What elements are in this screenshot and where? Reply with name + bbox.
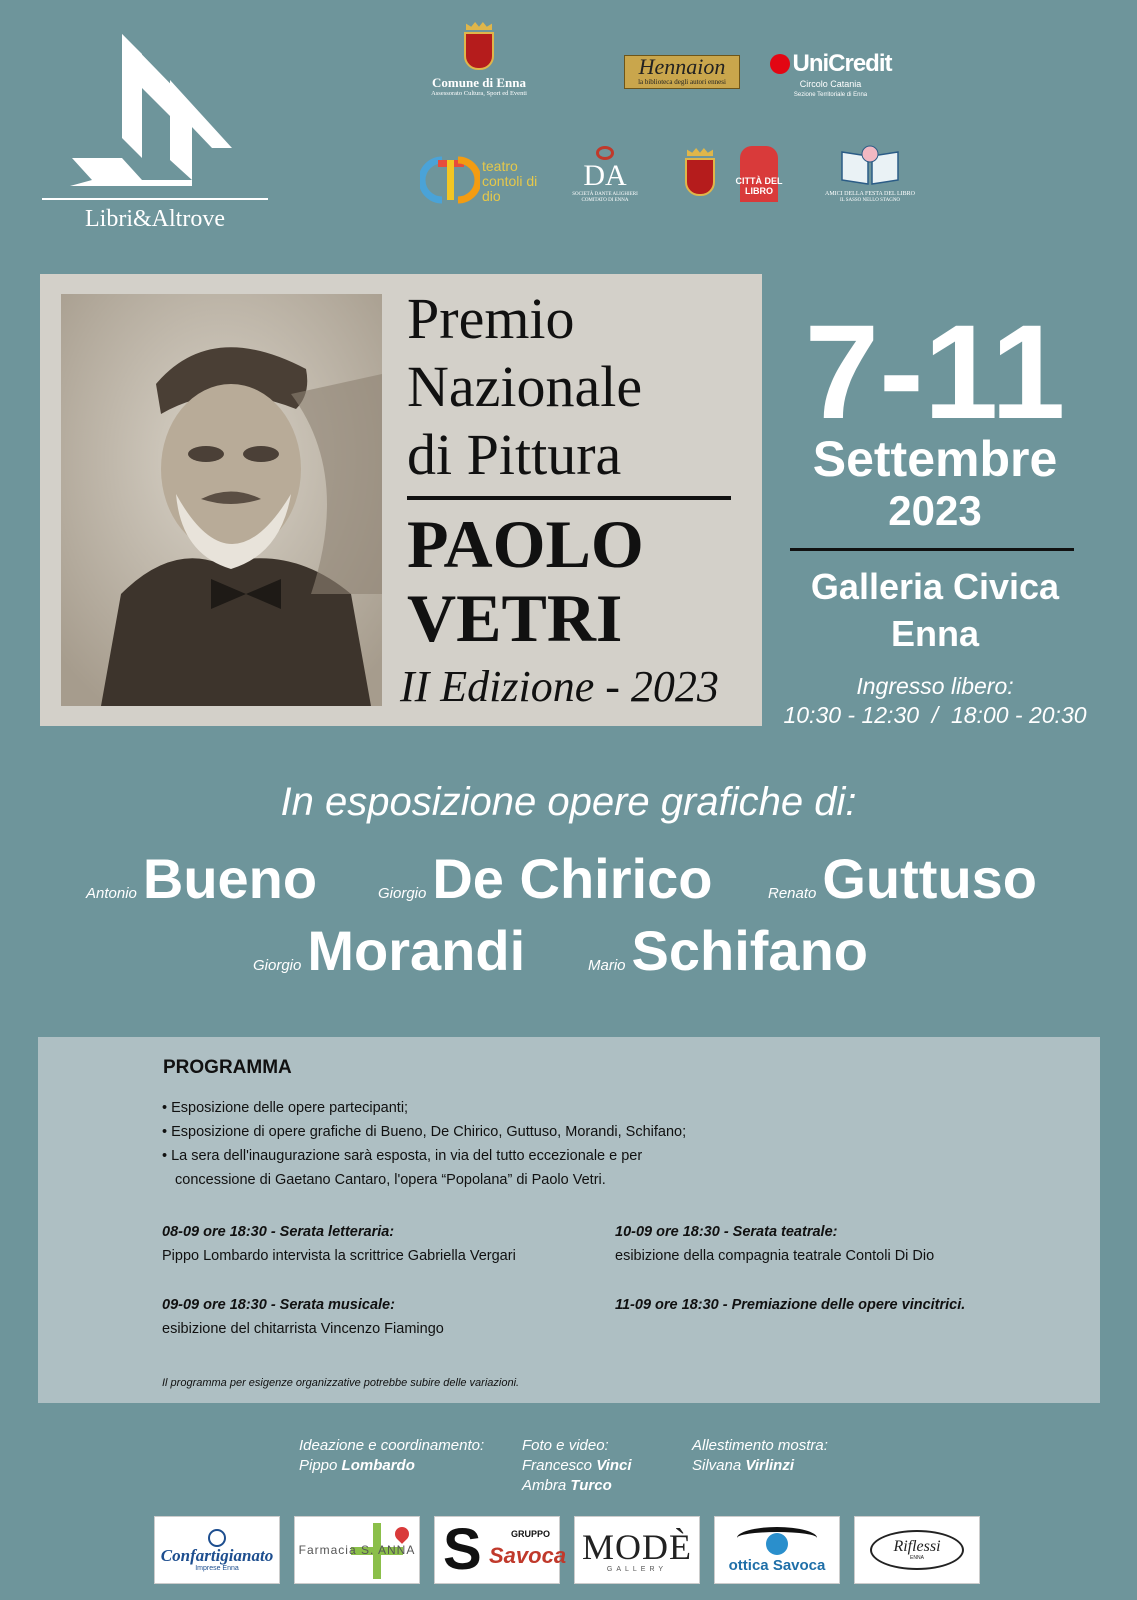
entry-label: Ingresso libero:: [856, 673, 1014, 699]
title-nazionale: Nazionale: [407, 354, 643, 419]
riflessi-oval: Riflessi ENNA: [870, 1530, 964, 1570]
gruppo-savoca-logo: S GRUPPO Savoca: [434, 1516, 560, 1584]
libri-altrove-mark-icon: [42, 30, 268, 190]
title-divider: [407, 496, 731, 500]
event-title-premiazione: 11-09 ore 18:30 - Premiazione delle opere vincitrici.: [615, 1297, 966, 1313]
exhibition-heading: In esposizione opere grafiche di:: [280, 780, 857, 824]
farmacia-s-anna-logo: Farmacia S. ANNA: [294, 1516, 420, 1584]
crest-icon: [464, 32, 494, 70]
title-premio: Premio: [407, 286, 575, 351]
programma-panel: [38, 1037, 1100, 1403]
confartigianato-icon: [208, 1529, 226, 1547]
edition-label: II Edizione - 2023: [400, 662, 719, 711]
event-desc-musicale: esibizione del chitarrista Vincenzo Fiamingo: [162, 1321, 444, 1337]
amici-festa-libro-logo: AMICI DELLA FESTA DEL LIBRO IL SASSO NELLO STAGNO: [818, 144, 922, 204]
artist-morandi: Giorgio Morandi: [253, 919, 526, 982]
open-book-icon: [838, 144, 902, 186]
teatro-masks-icon: [420, 155, 480, 205]
brand-name: Libri&Altrove: [85, 206, 225, 232]
artist-bueno: Antonio Bueno: [86, 847, 318, 910]
venue-name: Galleria Civica: [810, 566, 1060, 607]
savoca-s-icon: S: [443, 1517, 482, 1582]
event-title-teatrale: 10-09 ore 18:30 - Serata teatrale:: [615, 1224, 838, 1240]
citta-del-libro-logo: CITTÀ DEL LIBRO: [732, 146, 786, 204]
comune-enna-logo: Comune di Enna Assessorato Cultura, Sport ed Eventi: [420, 22, 538, 98]
credit-ideazione: Ideazione e coordinamento: Pippo Lombardo: [299, 1437, 485, 1474]
event-title-musicale: 09-09 ore 18:30 - Serata musicale:: [162, 1297, 395, 1313]
programma-note: Il programma per esigenze organizzative potrebbe subire delle variazioni.: [162, 1377, 520, 1389]
riflessi-enna-logo: [854, 1516, 980, 1584]
ottica-savoca-logo: ottica Savoca: [714, 1516, 840, 1584]
artist-guttuso: Renato Guttuso: [768, 847, 1037, 910]
confartigianato-logo: Confartigianato Imprese Enna: [154, 1516, 280, 1584]
name-paolo: PAOLO: [407, 506, 644, 582]
name-vetri: VETRI: [407, 580, 623, 656]
crest-icon: [685, 158, 715, 196]
programma-bullet: • Esposizione delle opere partecipanti;: [162, 1100, 409, 1116]
portrait-etching-image: [61, 294, 382, 706]
crown-icon: [687, 148, 713, 156]
mode-gallery-logo: MODÈ GALLERY: [574, 1516, 700, 1584]
date-range: 7-11: [804, 298, 1066, 447]
event-desc-teatrale: esibizione della compagnia teatrale Contoli Di Dio: [615, 1248, 935, 1264]
unicredit-icon: [770, 54, 790, 74]
teatro-contoli-logo: teatro contoli di dio: [420, 155, 545, 205]
enna-crest-logo: [682, 148, 718, 201]
title-di-pittura: di Pittura: [407, 422, 622, 487]
opening-hours: 10:30 - 12:30 / 18:00 - 20:30: [783, 702, 1087, 728]
credit-allestimento: Allestimento mostra: Silvana Virlinzi: [692, 1437, 828, 1474]
logo-rule: [42, 198, 268, 200]
event-desc-letteraria: Pippo Lombardo intervista la scrittrice Gabriella Vergari: [162, 1248, 516, 1264]
dante-alighieri-logo: DA SOCIETÀ DANTE ALIGHIERI COMITATO DI ENNA: [572, 146, 638, 204]
venue-city: Enna: [890, 613, 979, 654]
programma-title: PROGRAMMA: [163, 1057, 292, 1078]
date-year: 2023: [888, 487, 982, 534]
date-month: Settembre: [812, 431, 1058, 487]
date-divider: [790, 548, 1074, 551]
credit-foto-video: Foto e video: Francesco Vinci Ambra Turco: [522, 1437, 632, 1494]
artist-de-chirico: Giorgio De Chirico: [378, 847, 713, 910]
event-title-letteraria: 08-09 ore 18:30 - Serata letteraria:: [162, 1224, 395, 1240]
programma-bullet-continued: concessione di Gaetano Cantaro, l'opera “Popolana” di Paolo Vetri.: [175, 1172, 606, 1188]
hennaion-logo: Hennaion la biblioteca degli autori ennesi: [624, 55, 740, 89]
paolo-vetri-portrait: [61, 294, 382, 706]
unicredit-logo: UniCredit Circolo Catania Sezione Territoriale di Enna: [763, 50, 898, 100]
libri-altrove-logo: [42, 30, 268, 240]
heart-icon: [392, 1524, 412, 1544]
programma-bullet: • Esposizione di opere grafiche di Bueno, De Chirico, Guttuso, Morandi, Schifano;: [162, 1124, 687, 1140]
eye-iris-icon: [766, 1533, 788, 1555]
programma-bullet: • La sera dell'inaugurazione sarà esposta, in via del tutto eccezionale e per: [162, 1148, 643, 1164]
artist-schifano: Mario Schifano: [588, 919, 868, 982]
dante-emblem-icon: [596, 146, 614, 160]
crown-icon: [466, 22, 492, 30]
